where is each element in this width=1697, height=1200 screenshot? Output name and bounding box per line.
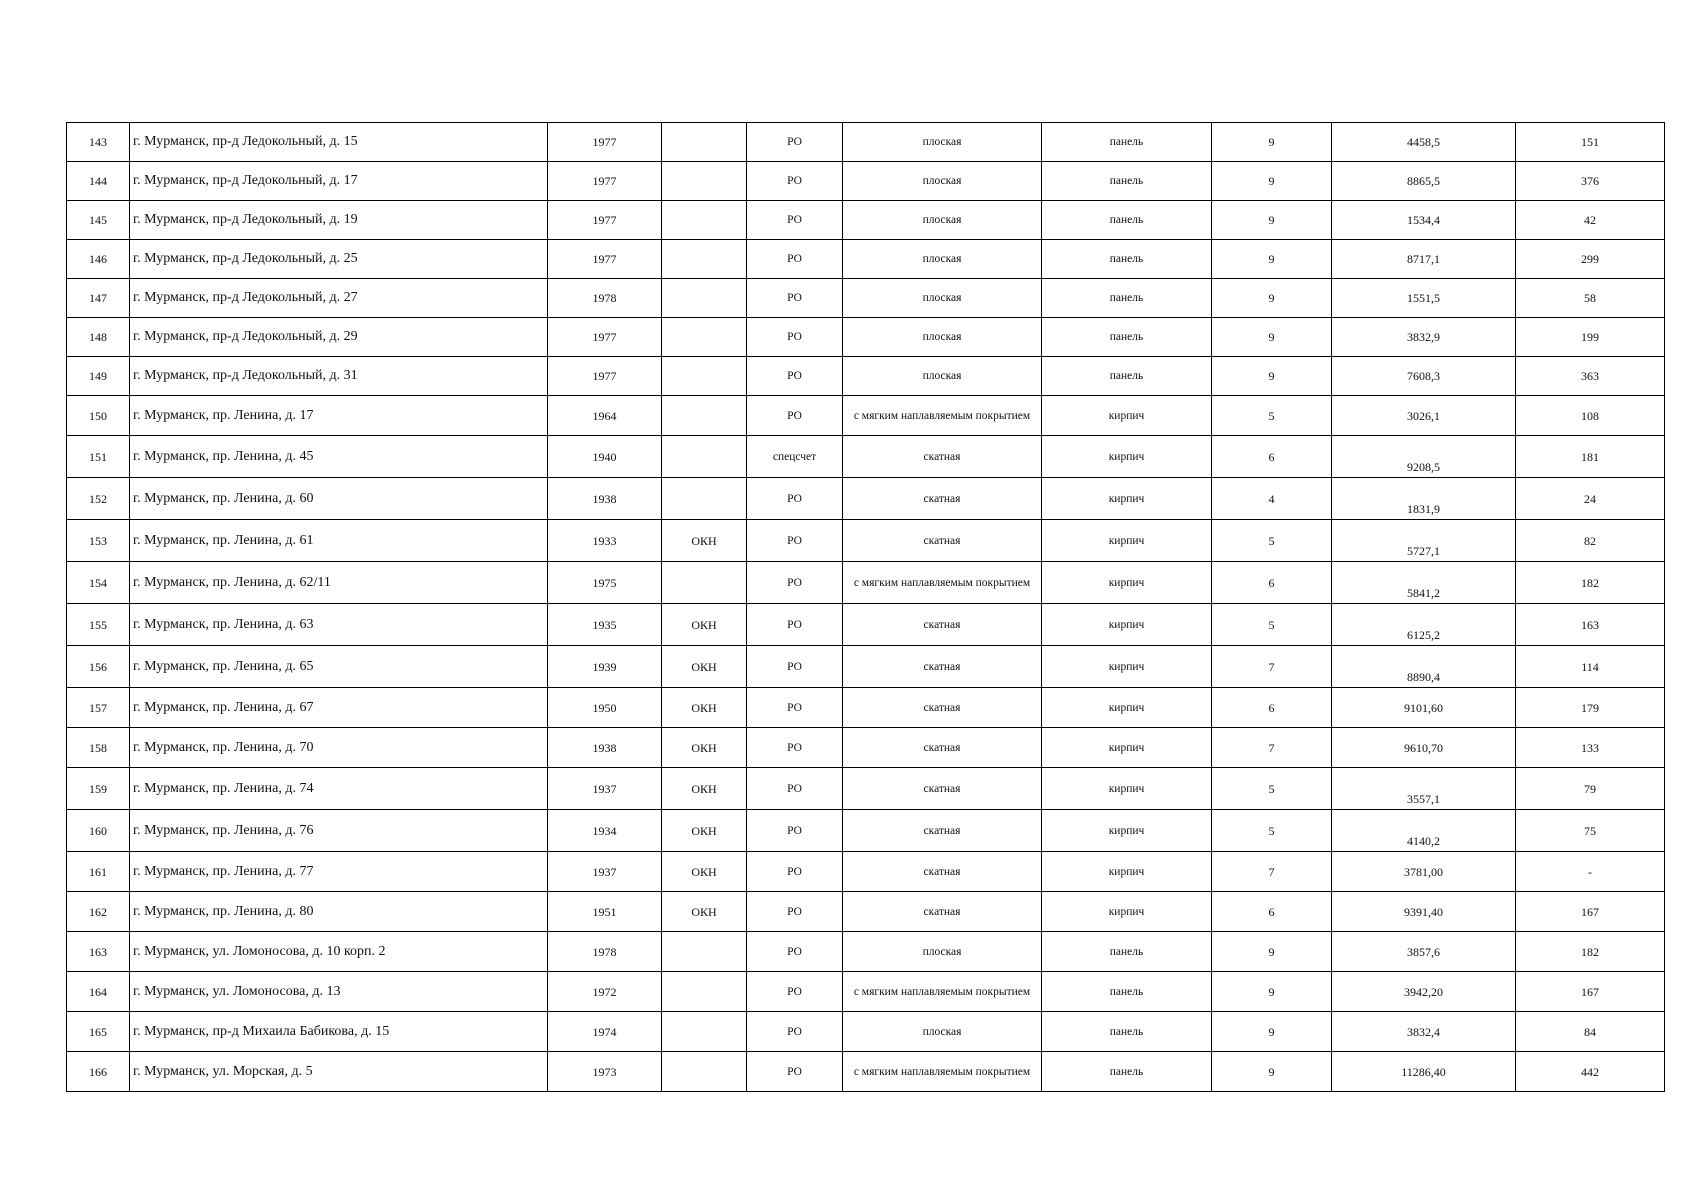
roof-type-cell: с мягким наплавляемым покрытием — [843, 1052, 1042, 1092]
roof-type-cell: скатная — [843, 688, 1042, 728]
wall-material-cell: кирпич — [1042, 852, 1212, 892]
address-cell: г. Мурманск, ул. Ломоносова, д. 13 — [130, 972, 548, 1012]
heritage-flag-cell: ОКН — [662, 810, 747, 852]
total-area-cell: 6125,2 — [1332, 604, 1516, 646]
heritage-flag-cell — [662, 240, 747, 279]
wall-material-cell: кирпич — [1042, 646, 1212, 688]
address-cell: г. Мурманск, пр. Ленина, д. 45 — [130, 436, 548, 478]
wall-material-cell: кирпич — [1042, 810, 1212, 852]
floor-count-cell: 9 — [1212, 318, 1332, 357]
build-year-cell: 1978 — [548, 932, 662, 972]
floor-count-cell: 6 — [1212, 436, 1332, 478]
table-row — [67, 240, 1665, 279]
build-year-cell: 1977 — [548, 162, 662, 201]
floor-count-cell: 5 — [1212, 604, 1332, 646]
total-area-cell: 9208,5 — [1332, 436, 1516, 478]
table-row — [67, 1012, 1665, 1052]
residents-count-cell: 151 — [1516, 123, 1665, 162]
fund-type-cell: РО — [747, 396, 843, 436]
residents-count-cell: 75 — [1516, 810, 1665, 852]
heritage-flag-cell: ОКН — [662, 768, 747, 810]
residents-count-cell: 442 — [1516, 1052, 1665, 1092]
table-row — [67, 478, 1665, 520]
total-area-cell: 8890,4 — [1332, 646, 1516, 688]
table-row — [67, 436, 1665, 478]
fund-type-cell: РО — [747, 646, 843, 688]
wall-material-cell: кирпич — [1042, 604, 1212, 646]
roof-type-cell: плоская — [843, 123, 1042, 162]
residents-count-cell: 363 — [1516, 357, 1665, 396]
build-year-cell: 1977 — [548, 240, 662, 279]
total-area-cell: 3026,1 — [1332, 396, 1516, 436]
floor-count-cell: 9 — [1212, 357, 1332, 396]
wall-material-cell: панель — [1042, 162, 1212, 201]
row-number-cell: 165 — [67, 1012, 130, 1052]
row-number-cell: 160 — [67, 810, 130, 852]
row-number-cell: 163 — [67, 932, 130, 972]
build-year-cell: 1977 — [548, 318, 662, 357]
heritage-flag-cell — [662, 478, 747, 520]
table-row — [67, 520, 1665, 562]
build-year-cell: 1933 — [548, 520, 662, 562]
row-number-cell: 148 — [67, 318, 130, 357]
residents-count-cell: 181 — [1516, 436, 1665, 478]
fund-type-cell: РО — [747, 162, 843, 201]
total-area-cell: 3557,1 — [1332, 768, 1516, 810]
roof-type-cell: плоская — [843, 279, 1042, 318]
wall-material-cell: кирпич — [1042, 688, 1212, 728]
heritage-flag-cell — [662, 357, 747, 396]
address-cell: г. Мурманск, ул. Морская, д. 5 — [130, 1052, 548, 1092]
heritage-flag-cell — [662, 1012, 747, 1052]
build-year-cell: 1935 — [548, 604, 662, 646]
row-number-cell: 154 — [67, 562, 130, 604]
fund-type-cell: РО — [747, 1052, 843, 1092]
address-cell: г. Мурманск, пр-д Ледокольный, д. 19 — [130, 201, 548, 240]
wall-material-cell: кирпич — [1042, 892, 1212, 932]
residents-count-cell: 82 — [1516, 520, 1665, 562]
build-year-cell: 1939 — [548, 646, 662, 688]
wall-material-cell: панель — [1042, 932, 1212, 972]
heritage-flag-cell: ОКН — [662, 646, 747, 688]
heritage-flag-cell — [662, 123, 747, 162]
row-number-cell: 157 — [67, 688, 130, 728]
fund-type-cell: РО — [747, 728, 843, 768]
heritage-flag-cell: ОКН — [662, 892, 747, 932]
floor-count-cell: 7 — [1212, 646, 1332, 688]
build-year-cell: 1951 — [548, 892, 662, 932]
build-year-cell: 1973 — [548, 1052, 662, 1092]
residents-count-cell: 133 — [1516, 728, 1665, 768]
roof-type-cell: скатная — [843, 520, 1042, 562]
residents-count-cell: 108 — [1516, 396, 1665, 436]
fund-type-cell: РО — [747, 240, 843, 279]
table-row — [67, 562, 1665, 604]
heritage-flag-cell: ОКН — [662, 728, 747, 768]
fund-type-cell: РО — [747, 604, 843, 646]
build-year-cell: 1977 — [548, 357, 662, 396]
address-cell: г. Мурманск, пр. Ленина, д. 80 — [130, 892, 548, 932]
address-cell: г. Мурманск, пр-д Ледокольный, д. 31 — [130, 357, 548, 396]
fund-type-cell: РО — [747, 1012, 843, 1052]
address-cell: г. Мурманск, пр. Ленина, д. 17 — [130, 396, 548, 436]
build-year-cell: 1937 — [548, 768, 662, 810]
roof-type-cell: плоская — [843, 201, 1042, 240]
roof-type-cell: скатная — [843, 892, 1042, 932]
wall-material-cell: панель — [1042, 1052, 1212, 1092]
row-number-cell: 161 — [67, 852, 130, 892]
build-year-cell: 1937 — [548, 852, 662, 892]
residents-count-cell: 24 — [1516, 478, 1665, 520]
row-number-cell: 146 — [67, 240, 130, 279]
fund-type-cell: РО — [747, 892, 843, 932]
residents-count-cell: 199 — [1516, 318, 1665, 357]
heritage-flag-cell — [662, 1052, 747, 1092]
fund-type-cell: РО — [747, 932, 843, 972]
address-cell: г. Мурманск, пр-д Ледокольный, д. 25 — [130, 240, 548, 279]
floor-count-cell: 5 — [1212, 768, 1332, 810]
table-row — [67, 728, 1665, 768]
build-year-cell: 1977 — [548, 201, 662, 240]
heritage-flag-cell — [662, 932, 747, 972]
fund-type-cell: РО — [747, 520, 843, 562]
residents-count-cell: 79 — [1516, 768, 1665, 810]
floor-count-cell: 9 — [1212, 932, 1332, 972]
roof-type-cell: с мягким наплавляемым покрытием — [843, 396, 1042, 436]
roof-type-cell: скатная — [843, 728, 1042, 768]
row-number-cell: 166 — [67, 1052, 130, 1092]
table-row — [67, 279, 1665, 318]
fund-type-cell: РО — [747, 852, 843, 892]
wall-material-cell: кирпич — [1042, 562, 1212, 604]
build-year-cell: 1934 — [548, 810, 662, 852]
fund-type-cell: РО — [747, 768, 843, 810]
total-area-cell: 3832,9 — [1332, 318, 1516, 357]
row-number-cell: 151 — [67, 436, 130, 478]
residents-count-cell: 84 — [1516, 1012, 1665, 1052]
roof-type-cell: плоская — [843, 1012, 1042, 1052]
wall-material-cell: кирпич — [1042, 520, 1212, 562]
heritage-flag-cell — [662, 201, 747, 240]
table-row — [67, 123, 1665, 162]
row-number-cell: 156 — [67, 646, 130, 688]
build-year-cell: 1975 — [548, 562, 662, 604]
wall-material-cell: кирпич — [1042, 768, 1212, 810]
total-area-cell: 1551,5 — [1332, 279, 1516, 318]
wall-material-cell: кирпич — [1042, 478, 1212, 520]
address-cell: г. Мурманск, пр-д Ледокольный, д. 17 — [130, 162, 548, 201]
residents-count-cell: 114 — [1516, 646, 1665, 688]
row-number-cell: 145 — [67, 201, 130, 240]
total-area-cell: 1534,4 — [1332, 201, 1516, 240]
row-number-cell: 162 — [67, 892, 130, 932]
fund-type-cell: РО — [747, 562, 843, 604]
address-cell: г. Мурманск, пр. Ленина, д. 74 — [130, 768, 548, 810]
row-number-cell: 149 — [67, 357, 130, 396]
total-area-cell: 3781,00 — [1332, 852, 1516, 892]
floor-count-cell: 7 — [1212, 728, 1332, 768]
floor-count-cell: 9 — [1212, 201, 1332, 240]
total-area-cell: 3857,6 — [1332, 932, 1516, 972]
roof-type-cell: плоская — [843, 318, 1042, 357]
total-area-cell: 8865,5 — [1332, 162, 1516, 201]
row-number-cell: 159 — [67, 768, 130, 810]
floor-count-cell: 6 — [1212, 688, 1332, 728]
table-row — [67, 396, 1665, 436]
build-year-cell: 1964 — [548, 396, 662, 436]
row-number-cell: 144 — [67, 162, 130, 201]
roof-type-cell: с мягким наплавляемым покрытием — [843, 972, 1042, 1012]
heritage-flag-cell — [662, 972, 747, 1012]
address-cell: г. Мурманск, пр. Ленина, д. 67 — [130, 688, 548, 728]
total-area-cell: 11286,40 — [1332, 1052, 1516, 1092]
row-number-cell: 143 — [67, 123, 130, 162]
housing-table — [66, 122, 1665, 1092]
wall-material-cell: панель — [1042, 279, 1212, 318]
residents-count-cell: 182 — [1516, 562, 1665, 604]
roof-type-cell: скатная — [843, 852, 1042, 892]
heritage-flag-cell — [662, 562, 747, 604]
total-area-cell: 1831,9 — [1332, 478, 1516, 520]
floor-count-cell: 4 — [1212, 478, 1332, 520]
floor-count-cell: 5 — [1212, 810, 1332, 852]
heritage-flag-cell — [662, 436, 747, 478]
build-year-cell: 1977 — [548, 123, 662, 162]
roof-type-cell: скатная — [843, 604, 1042, 646]
heritage-flag-cell: ОКН — [662, 604, 747, 646]
address-cell: г. Мурманск, пр-д Ледокольный, д. 27 — [130, 279, 548, 318]
total-area-cell: 3942,20 — [1332, 972, 1516, 1012]
floor-count-cell: 9 — [1212, 279, 1332, 318]
total-area-cell: 4140,2 — [1332, 810, 1516, 852]
roof-type-cell: плоская — [843, 240, 1042, 279]
floor-count-cell: 6 — [1212, 892, 1332, 932]
fund-type-cell: РО — [747, 478, 843, 520]
build-year-cell: 1950 — [548, 688, 662, 728]
fund-type-cell: РО — [747, 810, 843, 852]
fund-type-cell: РО — [747, 123, 843, 162]
roof-type-cell: плоская — [843, 162, 1042, 201]
floor-count-cell: 9 — [1212, 240, 1332, 279]
table-row — [67, 688, 1665, 728]
roof-type-cell: скатная — [843, 478, 1042, 520]
table-row — [67, 768, 1665, 810]
row-number-cell: 150 — [67, 396, 130, 436]
address-cell: г. Мурманск, пр. Ленина, д. 60 — [130, 478, 548, 520]
wall-material-cell: кирпич — [1042, 396, 1212, 436]
build-year-cell: 1938 — [548, 728, 662, 768]
wall-material-cell: панель — [1042, 123, 1212, 162]
address-cell: г. Мурманск, пр. Ленина, д. 61 — [130, 520, 548, 562]
floor-count-cell: 9 — [1212, 972, 1332, 1012]
fund-type-cell: РО — [747, 688, 843, 728]
table-row — [67, 646, 1665, 688]
wall-material-cell: панель — [1042, 318, 1212, 357]
fund-type-cell: РО — [747, 318, 843, 357]
fund-type-cell: спецсчет — [747, 436, 843, 478]
fund-type-cell: РО — [747, 279, 843, 318]
heritage-flag-cell — [662, 318, 747, 357]
floor-count-cell: 9 — [1212, 162, 1332, 201]
wall-material-cell: панель — [1042, 357, 1212, 396]
address-cell: г. Мурманск, пр. Ленина, д. 70 — [130, 728, 548, 768]
floor-count-cell: 9 — [1212, 123, 1332, 162]
floor-count-cell: 6 — [1212, 562, 1332, 604]
roof-type-cell: скатная — [843, 646, 1042, 688]
row-number-cell: 155 — [67, 604, 130, 646]
build-year-cell: 1972 — [548, 972, 662, 1012]
total-area-cell: 4458,5 — [1332, 123, 1516, 162]
build-year-cell: 1938 — [548, 478, 662, 520]
roof-type-cell: плоская — [843, 932, 1042, 972]
heritage-flag-cell — [662, 279, 747, 318]
roof-type-cell: с мягким наплавляемым покрытием — [843, 562, 1042, 604]
address-cell: г. Мурманск, пр-д Михаила Бабикова, д. 15 — [130, 1012, 548, 1052]
residents-count-cell: 42 — [1516, 201, 1665, 240]
floor-count-cell: 9 — [1212, 1012, 1332, 1052]
fund-type-cell: РО — [747, 201, 843, 240]
heritage-flag-cell: ОКН — [662, 852, 747, 892]
table-row — [67, 810, 1665, 852]
total-area-cell: 3832,4 — [1332, 1012, 1516, 1052]
heritage-flag-cell — [662, 396, 747, 436]
build-year-cell: 1974 — [548, 1012, 662, 1052]
total-area-cell: 9101,60 — [1332, 688, 1516, 728]
wall-material-cell: кирпич — [1042, 728, 1212, 768]
floor-count-cell: 5 — [1212, 520, 1332, 562]
roof-type-cell: скатная — [843, 436, 1042, 478]
total-area-cell: 5841,2 — [1332, 562, 1516, 604]
table-row — [67, 972, 1665, 1012]
table-row — [67, 357, 1665, 396]
roof-type-cell: плоская — [843, 357, 1042, 396]
table-row — [67, 1052, 1665, 1092]
row-number-cell: 147 — [67, 279, 130, 318]
total-area-cell: 9391,40 — [1332, 892, 1516, 932]
floor-count-cell: 5 — [1212, 396, 1332, 436]
address-cell: г. Мурманск, пр. Ленина, д. 62/11 — [130, 562, 548, 604]
total-area-cell: 7608,3 — [1332, 357, 1516, 396]
table-row — [67, 318, 1665, 357]
table-row — [67, 932, 1665, 972]
wall-material-cell: панель — [1042, 240, 1212, 279]
build-year-cell: 1940 — [548, 436, 662, 478]
fund-type-cell: РО — [747, 357, 843, 396]
heritage-flag-cell: ОКН — [662, 520, 747, 562]
residents-count-cell: 376 — [1516, 162, 1665, 201]
address-cell: г. Мурманск, пр. Ленина, д. 63 — [130, 604, 548, 646]
total-area-cell: 9610,70 — [1332, 728, 1516, 768]
row-number-cell: 164 — [67, 972, 130, 1012]
address-cell: г. Мурманск, пр. Ленина, д. 76 — [130, 810, 548, 852]
residents-count-cell: 179 — [1516, 688, 1665, 728]
wall-material-cell: кирпич — [1042, 436, 1212, 478]
address-cell: г. Мурманск, пр-д Ледокольный, д. 15 — [130, 123, 548, 162]
residents-count-cell: 58 — [1516, 279, 1665, 318]
build-year-cell: 1978 — [548, 279, 662, 318]
residents-count-cell: 163 — [1516, 604, 1665, 646]
heritage-flag-cell: ОКН — [662, 688, 747, 728]
table-row — [67, 852, 1665, 892]
table-row — [67, 162, 1665, 201]
roof-type-cell: скатная — [843, 768, 1042, 810]
residents-count-cell: 299 — [1516, 240, 1665, 279]
floor-count-cell: 9 — [1212, 1052, 1332, 1092]
total-area-cell: 8717,1 — [1332, 240, 1516, 279]
residents-count-cell: 182 — [1516, 932, 1665, 972]
fund-type-cell: РО — [747, 972, 843, 1012]
row-number-cell: 153 — [67, 520, 130, 562]
address-cell: г. Мурманск, пр-д Ледокольный, д. 29 — [130, 318, 548, 357]
residents-count-cell: 167 — [1516, 972, 1665, 1012]
address-cell: г. Мурманск, ул. Ломоносова, д. 10 корп. 2 — [130, 932, 548, 972]
residents-count-cell: - — [1516, 852, 1665, 892]
wall-material-cell: панель — [1042, 972, 1212, 1012]
table-row — [67, 201, 1665, 240]
address-cell: г. Мурманск, пр. Ленина, д. 65 — [130, 646, 548, 688]
row-number-cell: 158 — [67, 728, 130, 768]
row-number-cell: 152 — [67, 478, 130, 520]
wall-material-cell: панель — [1042, 201, 1212, 240]
address-cell: г. Мурманск, пр. Ленина, д. 77 — [130, 852, 548, 892]
heritage-flag-cell — [662, 162, 747, 201]
roof-type-cell: скатная — [843, 810, 1042, 852]
wall-material-cell: панель — [1042, 1012, 1212, 1052]
table-row — [67, 892, 1665, 932]
residents-count-cell: 167 — [1516, 892, 1665, 932]
floor-count-cell: 7 — [1212, 852, 1332, 892]
table-row — [67, 604, 1665, 646]
total-area-cell: 5727,1 — [1332, 520, 1516, 562]
